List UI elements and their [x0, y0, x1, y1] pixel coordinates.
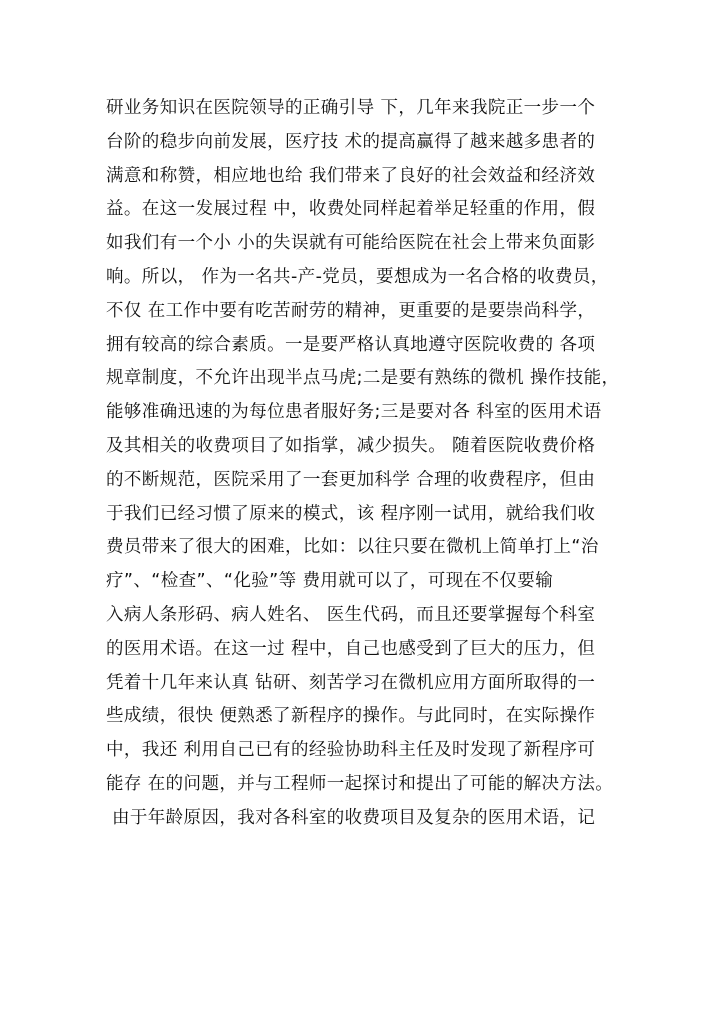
- text-line: 拥有较高的综合素质。一是要严格认真地遵守医院收费的 各项: [106, 334, 596, 355]
- text-line: 满意和称赞，相应地也给 我们带来了良好的社会效益和经济效: [106, 165, 596, 186]
- text-line: 响。所以， 作为一名共-产-党员，要想成为一名合格的收费员，: [106, 266, 609, 287]
- text-line: 规章制度，不允许出现半点马虎;二是要有熟练的微机 操作技能，: [106, 368, 620, 389]
- body-text: [106, 92, 646, 836]
- text-line: 疗”、“检查”、“化验”等 费用就可以了，可现在不仅要输: [106, 571, 554, 592]
- text-line: 由于年龄原因，我对各科室的收费项目及复杂的医用术语，记: [106, 807, 596, 828]
- text-line: 益。在这一发展过程 中，收费处同样起着举足轻重的作用，假: [106, 199, 596, 220]
- text-line: 能够准确迅速的为每位患者服好务;三是要对各 科室的医用术语: [106, 402, 602, 423]
- text-line: 入病人条形码、病人姓名、 医生代码，而且还要掌握每个科室: [106, 604, 596, 625]
- text-line: 如我们有一个小 小的失误就有可能给医院在社会上带来负面影: [106, 233, 596, 254]
- text-line: 不仅 在工作中要有吃苦耐劳的精神，更重要的是要崇尚科学，: [106, 300, 596, 321]
- text-line: 中，我还 利用自己已有的经验协助科主任及时发现了新程序可: [106, 740, 596, 761]
- text-line: 台阶的稳步向前发展，医疗技 术的提高赢得了越来越多患者的: [106, 131, 596, 152]
- text-line: 及其相关的收费项目了如指掌，减少损失。 随着医院收费价格: [106, 435, 596, 456]
- text-line: 费员带来了很大的困难，比如：以往只要在微机上简单打上“治: [106, 537, 599, 558]
- text-line: 的不断规范，医院采用了一套更加科学 合理的收费程序，但由: [106, 469, 596, 490]
- text-line: 能存 在的问题，并与工程师一起探讨和提出了可能的解决方法。: [106, 773, 614, 794]
- text-line: 凭着十几年来认真 钻研、刻苦学习在微机应用方面所取得的一: [106, 672, 596, 693]
- text-line: 的医用术语。在这一过 程中，自己也感受到了巨大的压力，但: [106, 638, 596, 659]
- text-line: 研业务知识在医院领导的正确引导 下，几年来我院正一步一个: [106, 98, 596, 118]
- text-line: 于我们已经习惯了原来的模式，该 程序刚一试用，就给我们收: [106, 503, 596, 524]
- text-line: 些成绩，很快 便熟悉了新程序的操作。与此同时，在实际操作: [106, 706, 596, 727]
